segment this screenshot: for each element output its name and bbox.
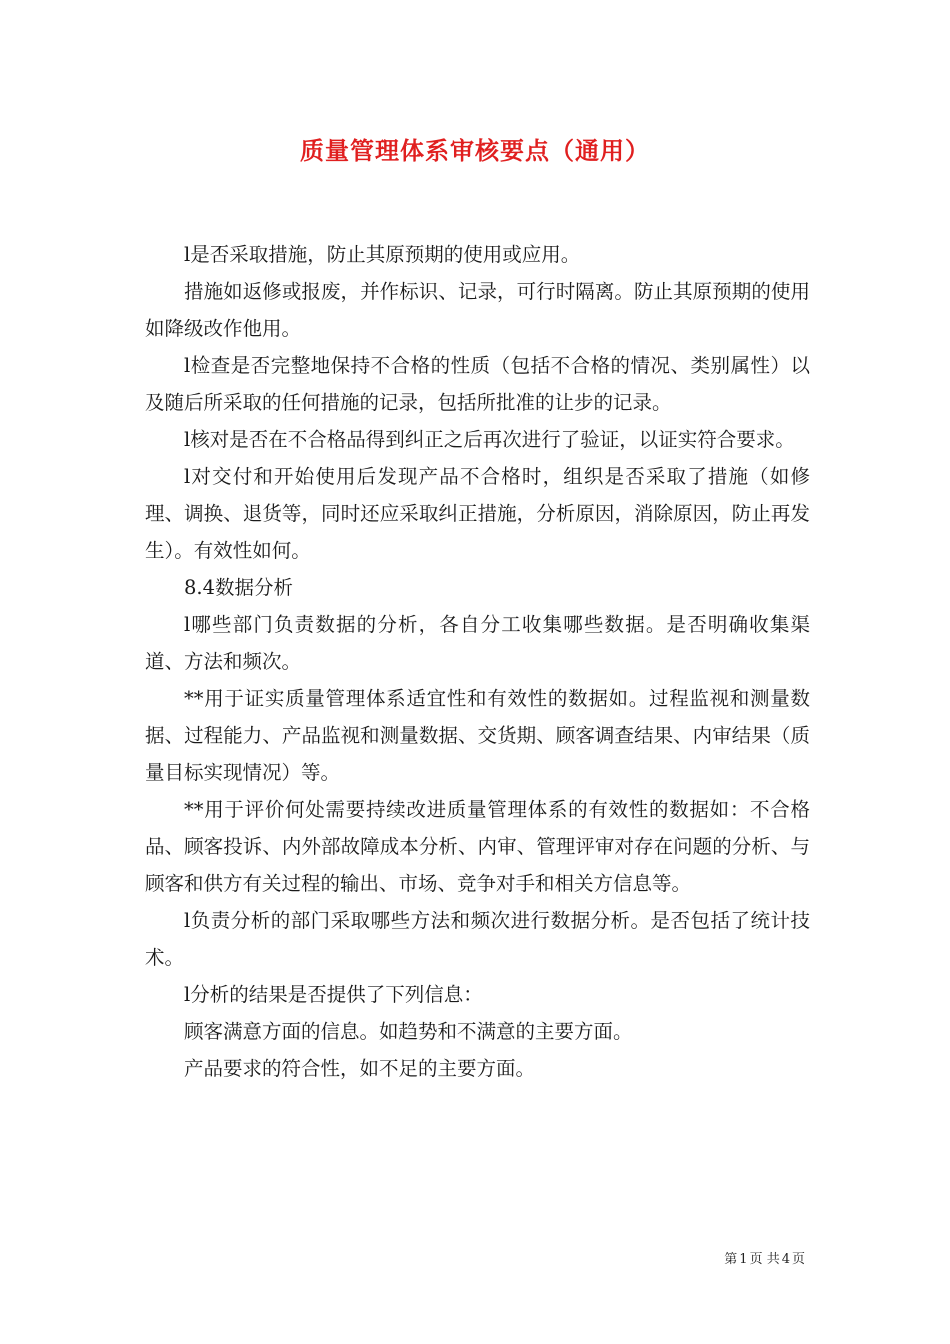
paragraph: l检查是否完整地保持不合格的性质（包括不合格的情况、类别属性）以及随后所采取的任何措施的记录，包括所批准的让步的记录。 (145, 354, 810, 414)
document-body (145, 236, 810, 1087)
paragraph: **用于评价何处需要持续改进质量管理体系的有效性的数据如：不合格品、顾客投诉、内外部故障成本分析、内审、管理评审对存在问题的分析、与顾客和供方有关过程的输出、市场、竞争对手和相关方信息等。 (145, 798, 810, 895)
paragraph: 顾客满意方面的信息。如趋势和不满意的主要方面。 (184, 1020, 633, 1043)
paragraph: l对交付和开始使用后发现产品不合格时，组织是否采取了措施（如修理、调换、退货等，同时还应采取纠正措施，分析原因，消除原因，防止再发生）。有效性如何。 (145, 465, 810, 562)
paragraph: 措施如返修或报废，并作标识、记录，可行时隔离。防止其原预期的使用如降级改作他用。 (145, 280, 810, 340)
paragraph: 产品要求的符合性，如不足的主要方面。 (184, 1057, 536, 1080)
section-heading: 8.4数据分析 (184, 576, 294, 599)
paragraph: l负责分析的部门采取哪些方法和频次进行数据分析。是否包括了统计技术。 (145, 909, 810, 969)
current-page-number: 1 (739, 1252, 748, 1267)
total-pages-number: 4 (781, 1252, 790, 1267)
paragraph: l核对是否在不合格品得到纠正之后再次进行了验证，以证实符合要求。 (184, 428, 795, 451)
paragraph: l是否采取措施，防止其原预期的使用或应用。 (184, 243, 581, 266)
page-footer (0, 1248, 806, 1267)
footer-prefix: 第 (724, 1252, 738, 1267)
document-title: 质量管理体系审核要点（通用） (300, 137, 650, 165)
footer-suffix: 页 (791, 1252, 805, 1267)
paragraph: **用于证实质量管理体系适宜性和有效性的数据如。过程监视和测量数据、过程能力、产品监视和测量数据、交货期、顾客调查结果、内审结果（质量目标实现情况）等。 (145, 687, 810, 784)
paragraph: l哪些部门负责数据的分析，各自分工收集哪些数据。是否明确收集渠道、方法和频次。 (145, 613, 810, 673)
footer-middle: 页 共 (749, 1252, 780, 1267)
paragraph: l分析的结果是否提供了下列信息： (184, 983, 483, 1006)
